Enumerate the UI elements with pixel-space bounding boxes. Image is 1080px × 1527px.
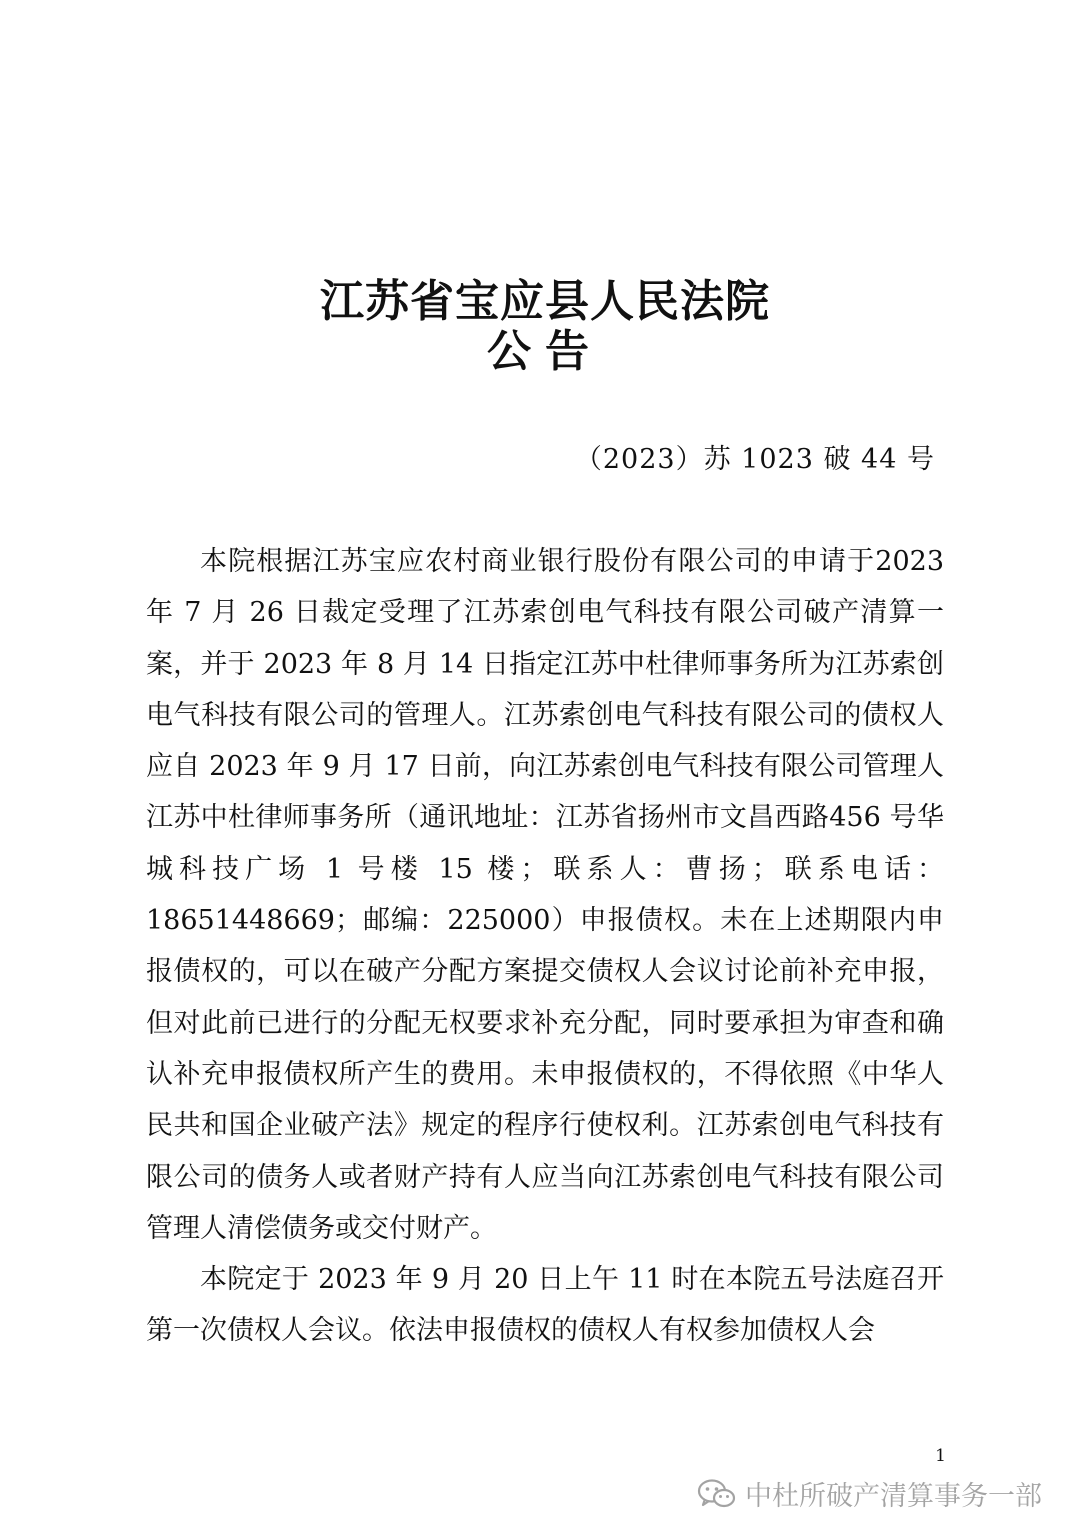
watermark: [697, 1474, 1042, 1513]
announcement-title: 公告: [487, 326, 603, 377]
announcement-body: [146, 536, 944, 1357]
watermark-text: 中杜所破产清算事务一部: [745, 1481, 1042, 1512]
court-name-title: 江苏省宝应县人民法院: [320, 276, 770, 327]
paragraph-meeting: 本院定于 2023 年 9 月 20 日上午 11 时在本院五号法庭召开第一次债权人会议。依法申报债权的债权人有权参加债权人会: [146, 1264, 944, 1347]
wechat-icon: [697, 1478, 737, 1510]
paragraph-claims: 本院根据江苏宝应农村商业银行股份有限公司的申请于2023 年 7 月 26 日裁定受理了江苏索创电气科技有限公司破产清算一案，并于 2023 年 8 月 14 日指定江苏中杜律师事务所为江苏索创电气科技有限公司的管理人。江苏索创电气科技有限公司的债权人应自 2023 年 9 月 17 日前，向江苏索创电气科技有限公司管理人江苏中杜律师事务所（通讯地址：江苏省扬州市文昌西路456 号华城科技广场 1 号楼 15 楼；联系人：曹扬；联系电话：18651448669；邮编：225000）申报债权。未在上述期限内申报债权的，可以在破产分配方案提交债权人会议讨论前补充申报，但对此前已进行的分配无权要求补充分配，同时要承担为审查和确认补充申报债权所产生的费用。未申报债权的，不得依照《中华人民共和国企业破产法》规定的程序行使权利。江苏索创电气科技有限公司的债务人或者财产持有人应当向江苏索创电气科技有限公司管理人清偿债务或交付财产。: [146, 546, 944, 1244]
case-number: （2023）苏 1023 破 44 号: [574, 444, 935, 475]
page-number: 1: [935, 1446, 946, 1466]
